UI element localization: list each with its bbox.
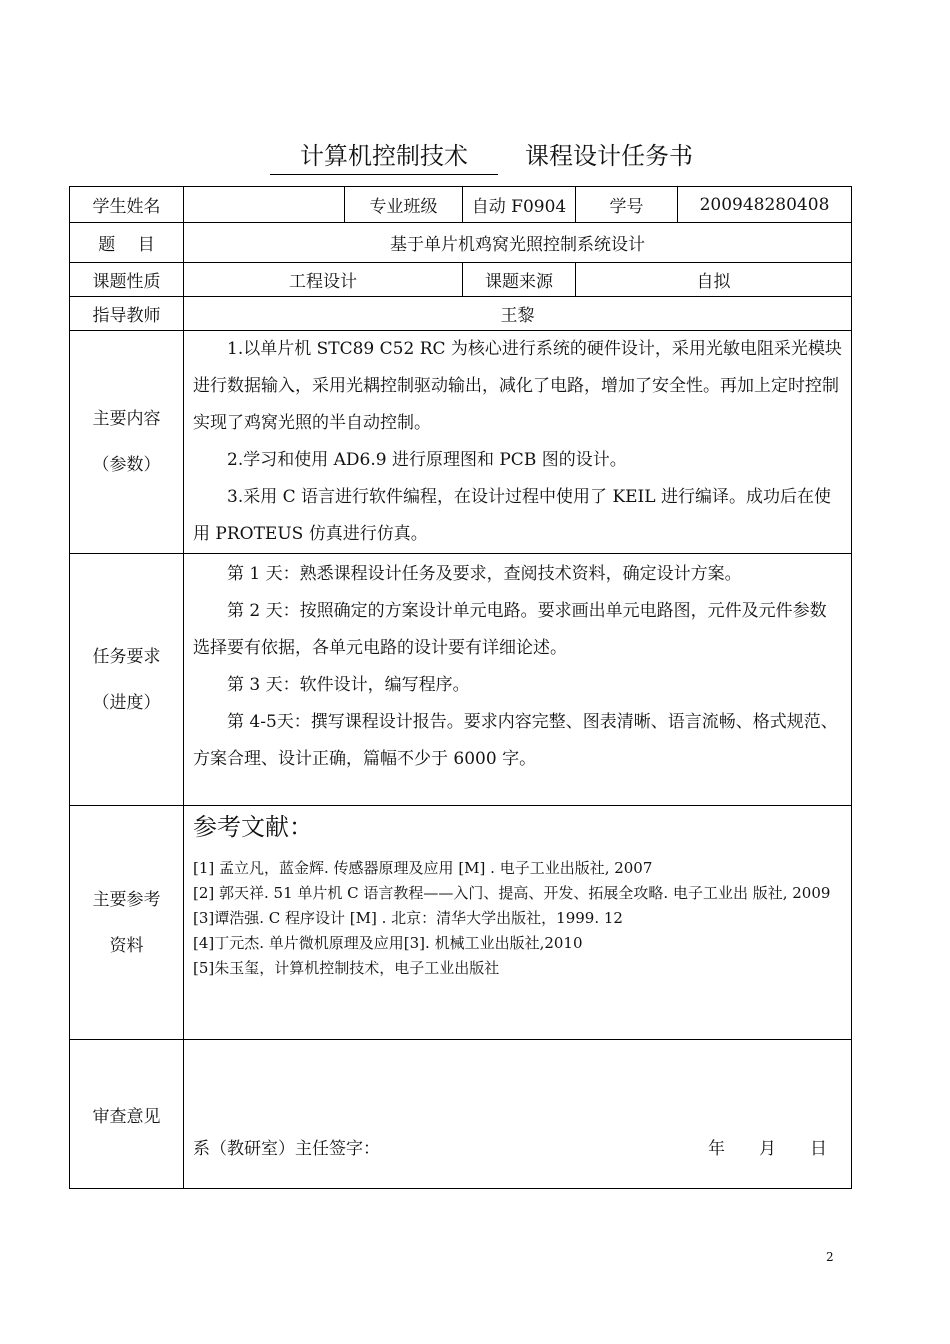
row-topic <box>70 223 852 263</box>
references-heading: 参考文献： <box>193 813 313 841</box>
main-content-para: 2.学习和使用 AD6.9 进行原理图和 PCB 图的设计。 <box>227 450 627 470</box>
advisor-label: 指导教师 <box>70 297 184 331</box>
topic-label: 题 目 <box>70 223 184 263</box>
task-para: 第 4-5天：撰写课程设计报告。要求内容完整、图表清晰、语言流畅、格式规范、方案合理、设计正确，篇幅不少于 6000 字。 <box>193 712 838 769</box>
topic-source-value: 自拟 <box>576 263 852 297</box>
reference-item: [5]朱玉玺，计算机控制技术，电子工业出版社 <box>193 959 500 977</box>
topic-value: 基于单片机鸡窝光照控制系统设计 <box>184 223 852 263</box>
topic-type-value: 工程设计 <box>184 263 463 297</box>
main-content-para: 1.以单片机 STC89 C52 RC 为核心进行系统的硬件设计，采用光敏电阻采光模块进行数据输入，采用光耦控制驱动输出，减化了电路，增加了安全性。再加上定时控制实现了鸡窝光照的半自动控制。 <box>193 339 842 433</box>
director-signature-label: 系（教研室）主任签字： <box>193 1139 380 1159</box>
task-para: 第 3 天：软件设计，编写程序。 <box>227 675 470 695</box>
reference-item: [2] 郭天祥. 51 单片机 C 语言教程——入门、提高、开发、拓展全攻略. 电子工业出 版社, 2009 <box>193 884 831 902</box>
main-content-label-line2: （参数） <box>92 455 161 475</box>
row-nature <box>70 263 852 297</box>
references-body <box>184 806 852 1040</box>
task-para: 第 2 天：按照确定的方案设计单元电路。要求画出单元电路图，元件及元件参数选择要有依据，各单元电路的设计要有详细论述。 <box>193 601 827 658</box>
main-content-label-line1: 主要内容 <box>92 409 161 429</box>
class-value: 自动 F0904 <box>463 187 576 223</box>
task-form-table <box>69 186 852 1189</box>
row-advisor <box>70 297 852 331</box>
main-content-body <box>184 331 852 554</box>
student-id-value: 200948280408 <box>678 187 852 223</box>
reference-item: [3]谭浩强. C 程序设计 [M] . 北京：清华大学出版社，1999. 12 <box>193 909 623 927</box>
row-review <box>70 1040 852 1189</box>
title-doc-type: 课程设计任务书 <box>525 142 693 170</box>
reference-item: [4]丁元杰. 单片微机原理及应用[3]. 机械工业出版社,2010 <box>193 934 583 952</box>
review-body <box>184 1040 852 1189</box>
row-references <box>70 806 852 1040</box>
class-label: 专业班级 <box>345 187 463 223</box>
student-name-label: 学生姓名 <box>70 187 184 223</box>
main-content-label <box>70 331 184 554</box>
task-label-line1: 任务要求 <box>92 646 161 667</box>
row-task-requirements <box>70 554 852 806</box>
topic-source-label: 课题来源 <box>463 263 576 297</box>
task-body <box>184 554 852 806</box>
task-label-line2: （进度） <box>92 692 161 713</box>
reference-item: [1] 孟立凡，蓝金辉. 传感器原理及应用 [M] . 电子工业出版社, 2007 <box>193 859 653 877</box>
row-main-content <box>70 331 852 554</box>
references-label-line2: 资料 <box>109 935 144 956</box>
student-name-value <box>184 187 345 223</box>
title-course-name: 计算机控制技术 <box>270 138 498 175</box>
document-title <box>0 138 950 178</box>
references-label-line1: 主要参考 <box>92 889 161 910</box>
page-number: 2 <box>826 1250 834 1264</box>
review-label: 审查意见 <box>70 1040 184 1189</box>
main-content-para: 3.采用 C 语言进行软件编程，在设计过程中使用了 KEIL 进行编译。成功后在使用 PROTEUS 仿真进行仿真。 <box>193 487 831 544</box>
signature-date: 年 月 日 <box>708 1139 827 1159</box>
row-student <box>70 187 852 223</box>
task-para: 第 1 天：熟悉课程设计任务及要求，查阅技术资料，确定设计方案。 <box>227 564 742 584</box>
topic-type-label: 课题性质 <box>70 263 184 297</box>
student-id-label: 学号 <box>576 187 678 223</box>
references-label <box>70 806 184 1040</box>
task-label <box>70 554 184 806</box>
advisor-value: 王黎 <box>184 297 852 331</box>
